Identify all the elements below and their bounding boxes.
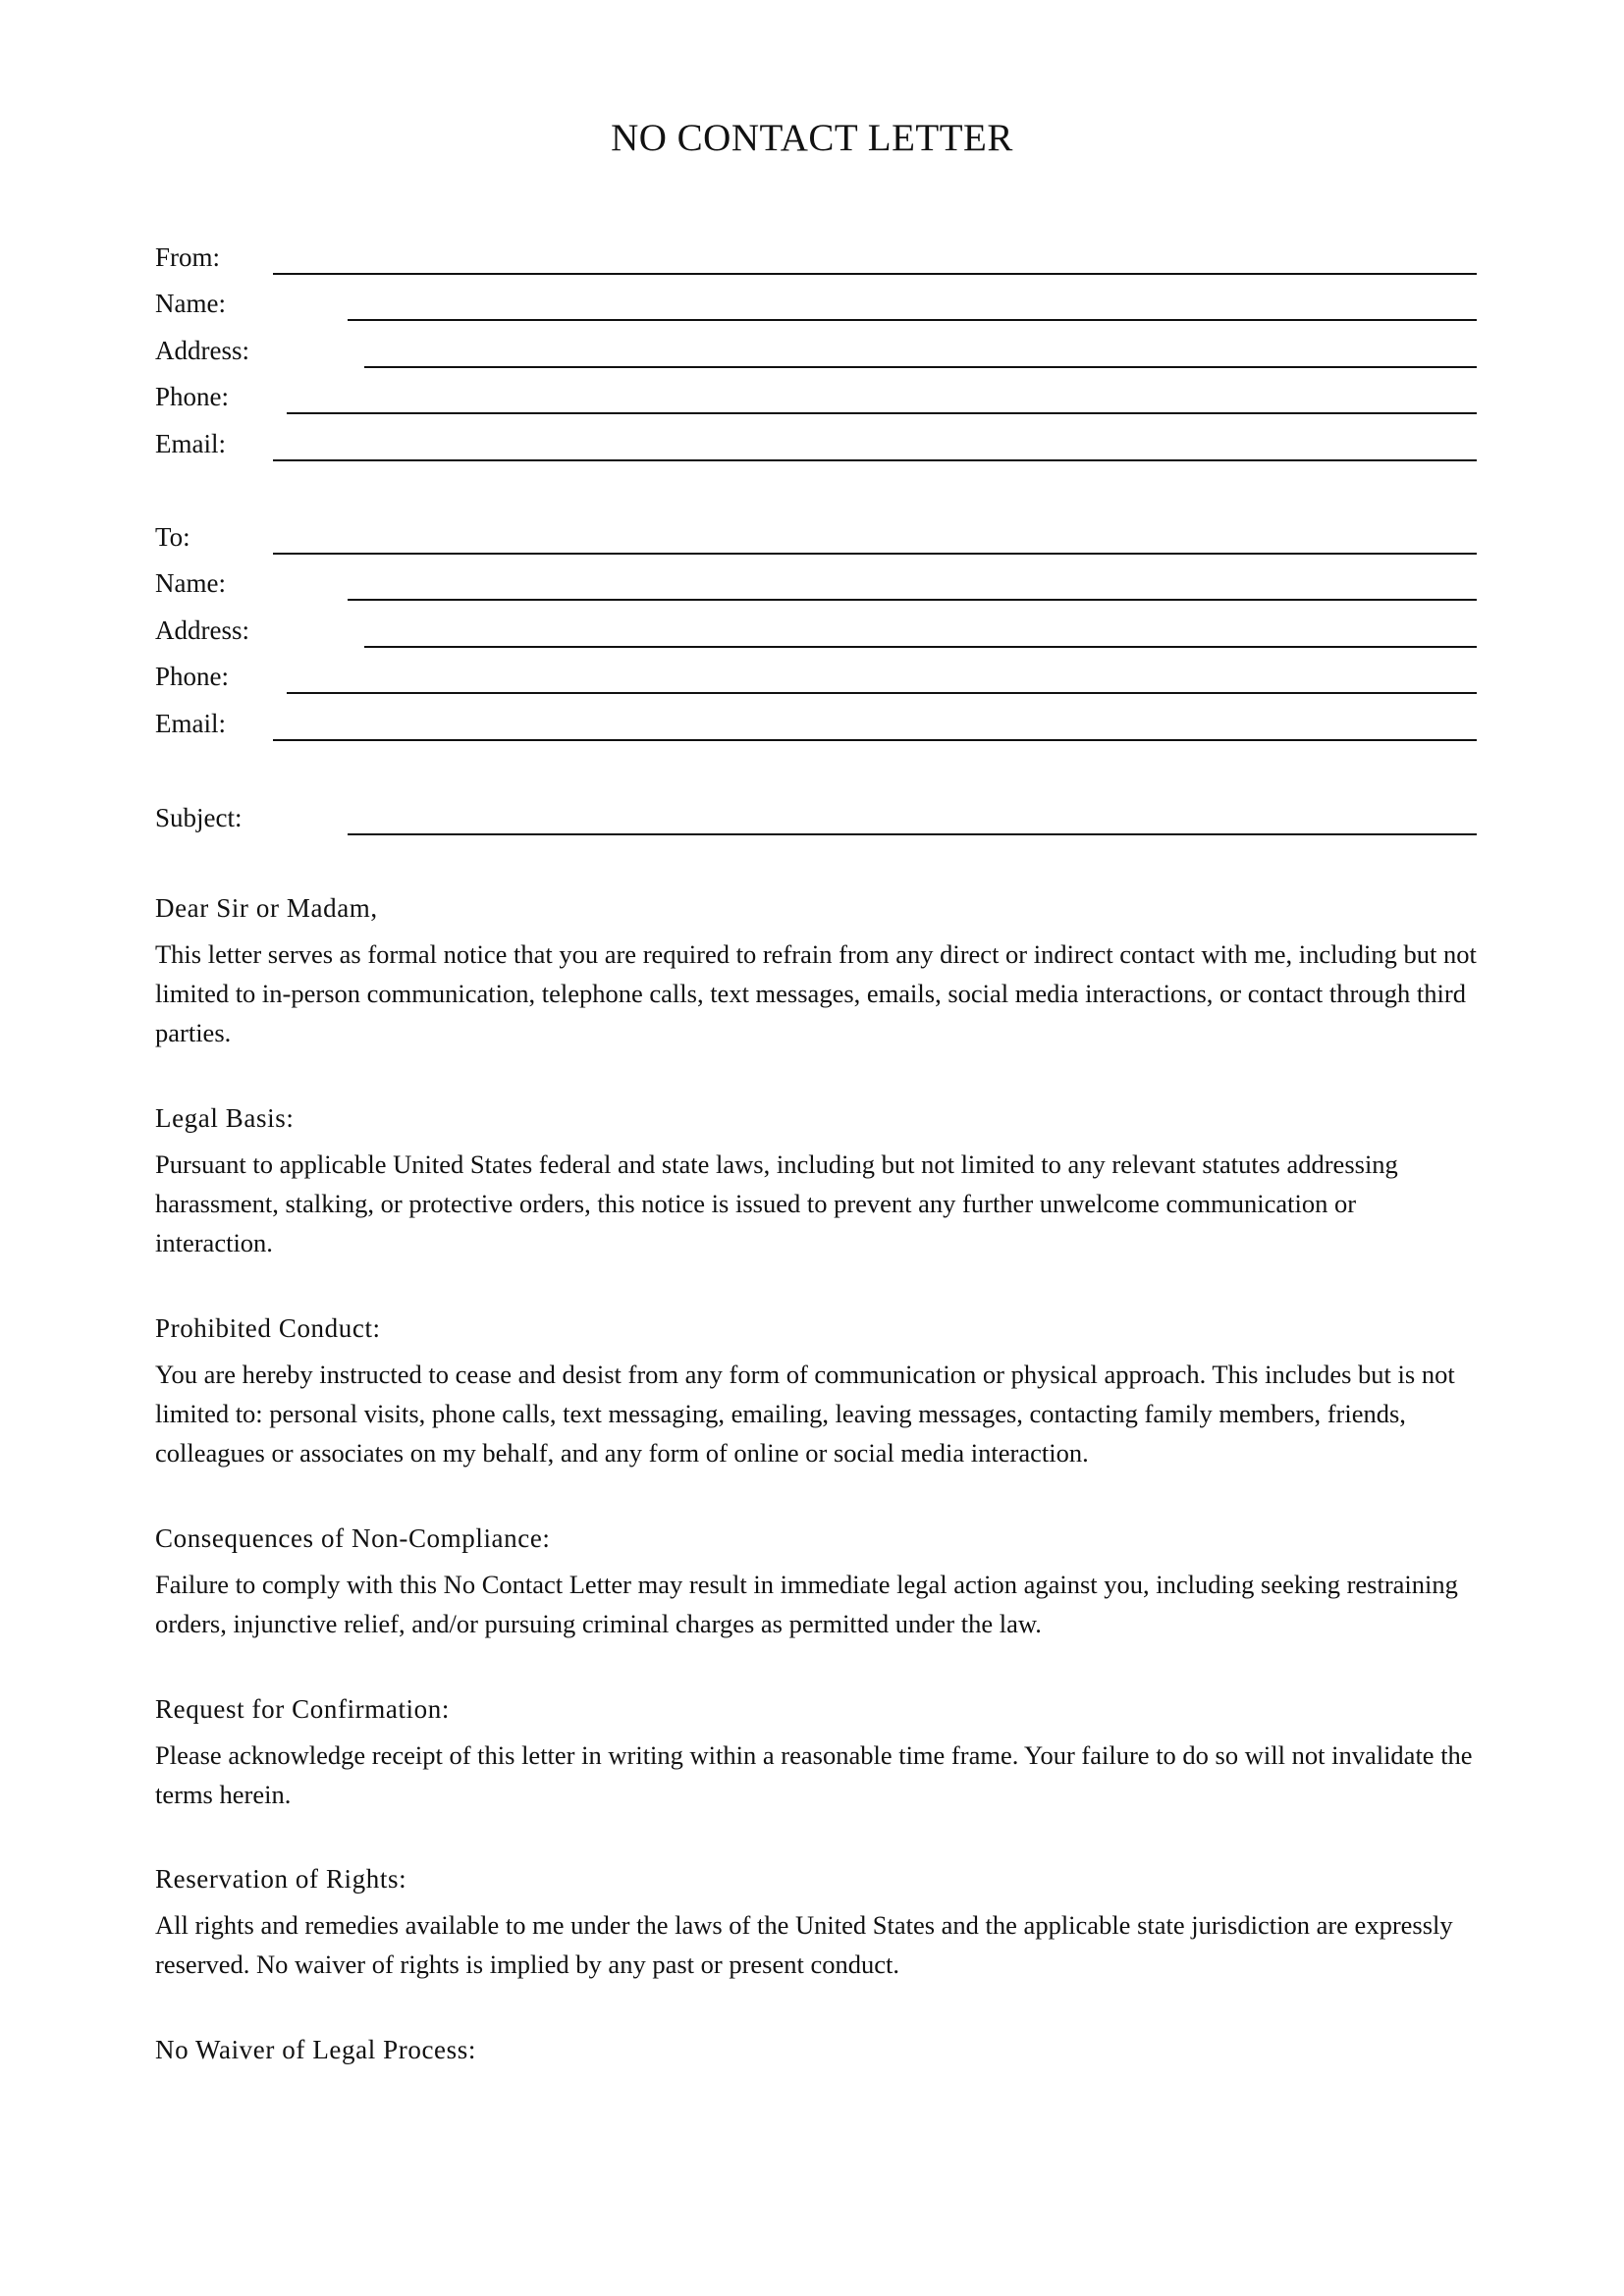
section-heading: Prohibited Conduct: [155, 1313, 381, 1343]
recipient-to-line[interactable] [273, 553, 1477, 555]
sender-email-field [155, 422, 1477, 461]
section-body: All rights and remedies available to me under the laws of the United States and the applicable state jurisdiction are expressly reserved. No waiver of rights is implied by any past or present conduct. [155, 1910, 1453, 1979]
sender-address-field [155, 329, 1477, 368]
sender-email-line[interactable] [273, 459, 1477, 461]
section-no-waiver [155, 2033, 1477, 2076]
recipient-email-label: Email: [155, 709, 226, 738]
recipient-name-label: Name: [155, 568, 226, 598]
sender-phone-field [155, 375, 1477, 414]
recipient-phone-line[interactable] [287, 692, 1477, 694]
sender-address-label: Address: [155, 336, 249, 365]
section-reservation-rights [155, 1862, 1477, 1984]
section-prohibited-conduct [155, 1311, 1477, 1472]
section-heading: No Waiver of Legal Process: [155, 2035, 476, 2064]
sender-phone-label: Phone: [155, 382, 230, 411]
section-heading: Consequences of Non-Compliance: [155, 1523, 551, 1553]
recipient-address-line[interactable] [364, 646, 1477, 648]
recipient-name-field [155, 561, 1477, 601]
recipient-to-label: To: [155, 522, 190, 552]
recipient-address-label: Address: [155, 615, 249, 645]
recipient-address-field [155, 609, 1477, 648]
subject-label: Subject: [155, 803, 243, 832]
section-request-confirmation [155, 1692, 1477, 1814]
section-body: Pursuant to applicable United States federal and state laws, including but not limited to any relevant statutes addressing harassment, stalking, or protective orders, this notice is issued to prevent any further unwelcome communication or interaction. [155, 1149, 1398, 1257]
section-body: This letter serves as formal notice that you are required to refrain from any direct or indirect contact with me, including but not limited to in-person communication, telephone calls, text messages, emails, social media interactions, or contact through third parties. [155, 939, 1477, 1047]
sender-name-label: Name: [155, 289, 226, 318]
section-heading: Reservation of Rights: [155, 1864, 407, 1894]
sender-address-line[interactable] [364, 366, 1477, 368]
section-body: Please acknowledge receipt of this letter in writing within a reasonable time frame. Your failure to do so will not invalidate the terms herein. [155, 1740, 1473, 1809]
sender-from-field [155, 236, 1477, 275]
recipient-phone-field [155, 655, 1477, 694]
recipient-email-field [155, 702, 1477, 741]
section-body: Failure to comply with this No Contact Letter may result in immediate legal action against you, including seeking restraining orders, injunctive relief, and/or pursuing criminal charges as permitted under the law. [155, 1570, 1458, 1638]
sender-phone-line[interactable] [287, 412, 1477, 414]
sender-name-line[interactable] [348, 319, 1477, 321]
section-heading: Request for Confirmation: [155, 1694, 450, 1724]
recipient-to-field [155, 515, 1477, 555]
section-heading: Dear Sir or Madam, [155, 893, 378, 923]
recipient-name-line[interactable] [348, 599, 1477, 601]
recipient-phone-label: Phone: [155, 662, 230, 691]
section-heading: Legal Basis: [155, 1103, 295, 1133]
subject-field [155, 796, 1477, 835]
document-title: NO CONTACT LETTER [611, 117, 1013, 159]
section-greeting [155, 891, 1477, 1052]
section-consequences [155, 1522, 1477, 1643]
section-legal-basis [155, 1101, 1477, 1262]
sender-from-label: From: [155, 242, 221, 272]
sender-from-line[interactable] [273, 273, 1477, 275]
subject-line[interactable] [348, 833, 1477, 835]
sender-email-label: Email: [155, 429, 226, 458]
recipient-email-line[interactable] [273, 739, 1477, 741]
sender-name-field [155, 282, 1477, 321]
section-body: You are hereby instructed to cease and desist from any form of communication or physical approach. This includes but is not limited to: personal visits, phone calls, text messaging, emailing, leaving messages, contacting family members, friends, colleagues or associates on my behalf, and any form of online or social media interaction. [155, 1360, 1455, 1468]
